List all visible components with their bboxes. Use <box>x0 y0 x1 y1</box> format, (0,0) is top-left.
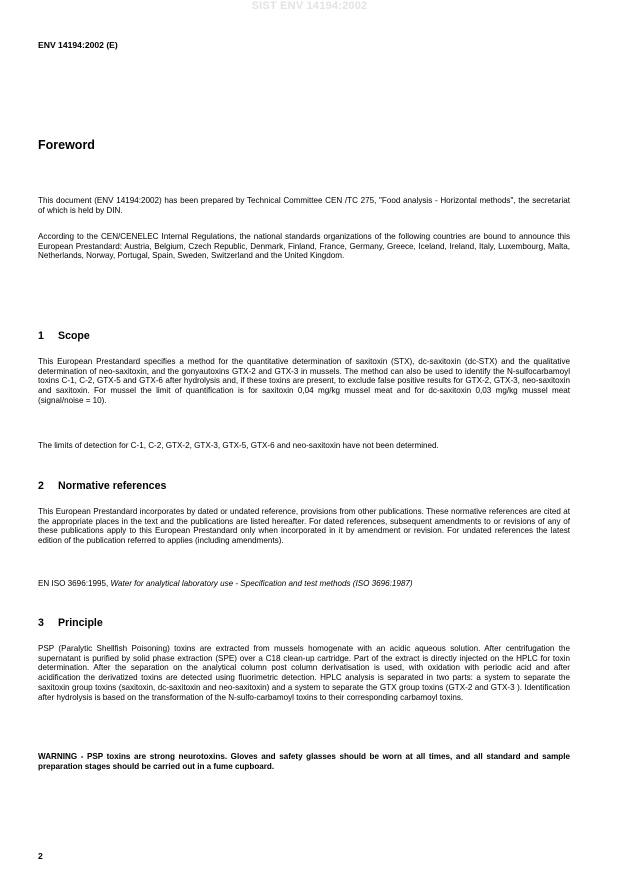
scope-number: 1 <box>38 330 44 342</box>
normative-title: Normative references <box>58 480 167 492</box>
foreword-paragraph-2: According to the CEN/CENELEC Internal Regulations, the national standards organizations of the following countries are bound to announce this European Prestandard: Austria, Belgium, Czech Republic, Denmark, Finland, France, Germany, Greece, Iceland, Ireland, Italy, Luxembourg, Malta, Netherlands, Norway, Portugal, Spain, Sweden, Switzerland and the United Kingdom. <box>38 232 570 261</box>
reference-code: EN ISO 3696:1995, <box>38 579 109 588</box>
normative-reference-entry <box>38 579 570 589</box>
principle-paragraph: PSP (Paralytic Shellfish Poisoning) toxins are extracted from mussels homogenate with an acidic aqueous solution. After centrifugation the supernatant is purified by solid phase extraction (SPE) over a C18 clean-up cartridge. Part of the extract is directly injected on the HPLC for toxin determination. After the separation on the analytical column post column derivatisation is used, with oxidation with periodic acid and after acidification the derivatized toxins are detected using fluorimetric detection. HPLC analysis is separated in two parts: a system to separate the saxitoxin group toxins (saxitoxin, dc-saxitoxin and neo-saxitoxin) and a system to separate the GTX group toxins (GTX-2 and GTX-3 ). Identification after hydrolysis is based on the transformation of the N-sulfo-carbamoyl toxins to their corresponding carbamoyl toxins. <box>38 644 570 702</box>
normative-references-heading <box>38 480 166 492</box>
principle-number: 3 <box>38 617 44 629</box>
normative-paragraph: This European Prestandard incorporates by dated or undated reference, provisions from other publications. These normative references are cited at the appropriate places in the text and the publications are listed hereafter. For dated references, subsequent amendments to or revisions of any of these publications apply to this European Prestandard only when incorporated in it by amendment or revision. For undated references the latest edition of the publication referred to applies (including amendments). <box>38 507 570 546</box>
principle-heading <box>38 617 103 629</box>
scope-paragraph-2: The limits of detection for C-1, C-2, GTX-2, GTX-3, GTX-5, GTX-6 and neo-saxitoxin have not been determined. <box>38 441 439 450</box>
normative-number: 2 <box>38 480 44 492</box>
reference-title: Water for analytical laboratory use - Specification and test methods (ISO 3696:1987) <box>110 579 413 588</box>
foreword-paragraph-1: This document (ENV 14194:2002) has been prepared by Technical Committee CEN /TC 275, "Food analysis - Horizontal methods", the secretariat of which is held by DIN. <box>38 196 570 215</box>
document-id-header: ENV 14194:2002 (E) <box>38 40 118 50</box>
watermark: SIST ENV 14194:2002 <box>251 0 368 12</box>
page-number: 2 <box>38 851 43 861</box>
warning-paragraph: WARNING - PSP toxins are strong neurotoxins. Gloves and safety glasses should be worn at all times, and all standard and sample preparation stages should be carried out in a fume cupboard. <box>38 752 570 771</box>
foreword-heading: Foreword <box>38 138 95 152</box>
scope-paragraph-1: This European Prestandard specifies a method for the quantitative determination of saxitoxin (STX), dc-saxitoxin (dc-STX) and the qualitative determination of neo-saxitoxin, and the gonyautoxins GTX-2 and GTX-3 in mussels. The method can also be used to identify the N-sulfocarbamoyl toxins C-1, C-2, GTX-5 and GTX-6 after hydrolysis and, if these toxins are present, to exclude false positive results for GTX-2, GTX-3, neo-saxitoxin and saxitoxin. For mussel the limit of quantification is for saxitoxin 0,04 mg/kg mussel meat and for dc-saxitoxin 0,03 mg/kg mussel meat (signal/noise = 10). <box>38 357 570 405</box>
scope-title: Scope <box>58 330 90 342</box>
scope-heading <box>38 330 90 342</box>
principle-title: Principle <box>58 617 103 629</box>
